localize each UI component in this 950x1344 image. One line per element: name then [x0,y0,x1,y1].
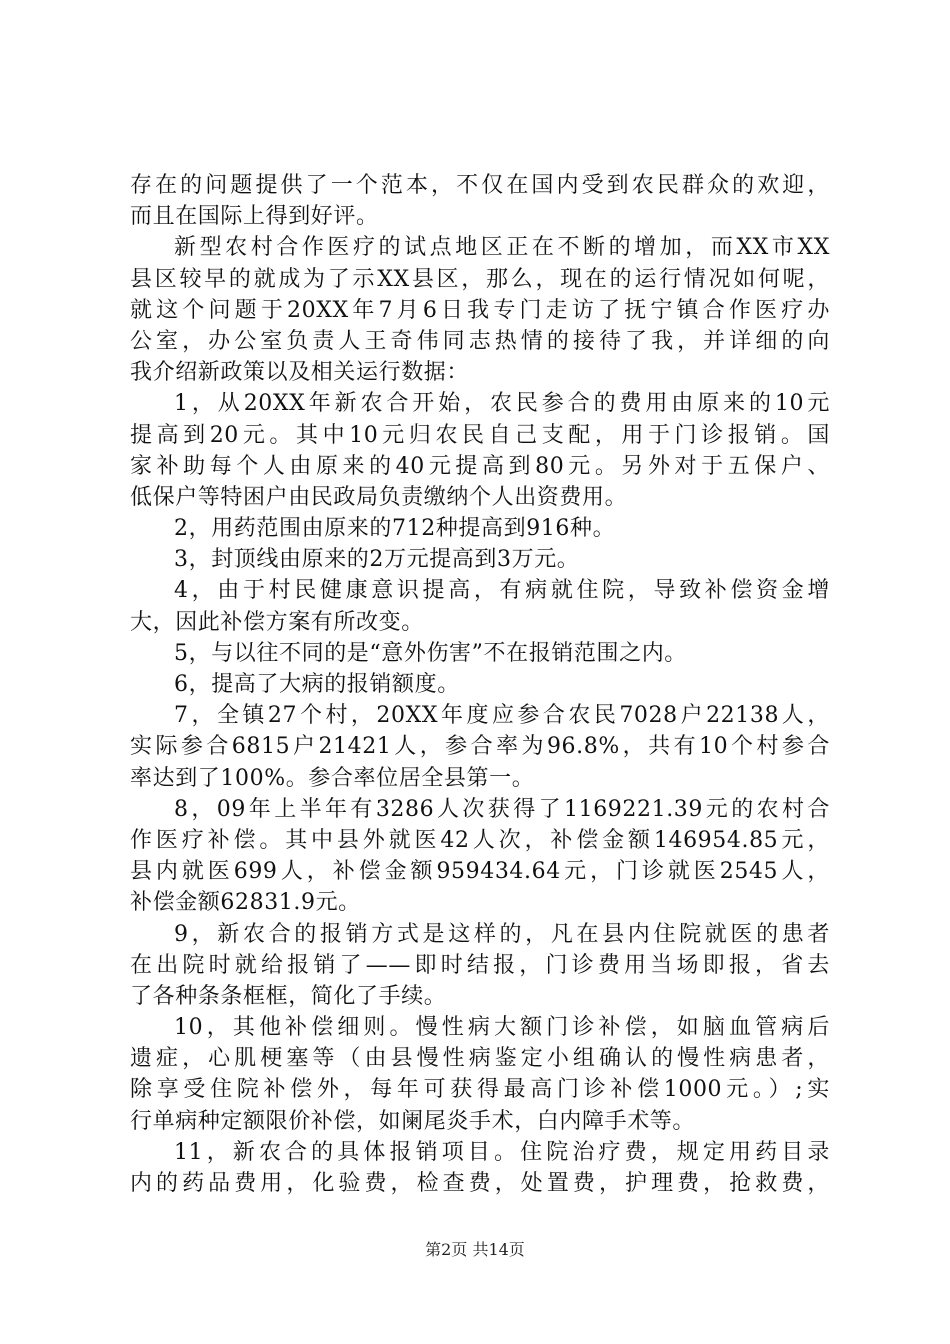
text-line: 内的药品费用，化验费，检查费，处置费，护理费，抢救费， [130,1171,830,1196]
text-line: 家补助每个人由原来的40元提高到80元。另外对于五保户、 [130,453,830,479]
text-line: 大，因此补偿方案有所改变。 [130,609,424,635]
text-line: 行单病种定额限价补偿，如阑尾炎手术，白内障手术等。 [130,1108,696,1134]
text-line: 1，从20XX年新农合开始，农民参合的费用由原来的10元 [174,391,830,417]
text-line: 存在的问题提供了一个范本，不仅在国内受到农民群众的欢迎， [130,173,830,198]
text-line: 实际参合6815户21421人，参合率为96.8%，共有10个村参合 [130,734,830,760]
text-line: 低保户等特困户由民政局负责缴纳个人出资费用。 [130,484,628,510]
text-line: 2，用药范围由原来的712种提高到916种。 [174,516,616,542]
text-line: 5，与以往不同的是“意外伤害”不在报销范围之内。 [174,640,687,666]
text-line: 3，封顶线由原来的2万元提高到3万元。 [174,547,580,573]
text-line: 公室，办公室负责人王奇伟同志热情的接待了我，并详细的向 [130,328,830,354]
text-line: 10，其他补偿细则。慢性病大额门诊补偿，如脑血管病后 [174,1015,830,1041]
text-line: 而且在国际上得到好评。 [130,204,379,230]
text-line: 4，由于村民健康意识提高，有病就住院，导致补偿资金增 [174,578,830,604]
text-line: 了各种条条框框，简化了手续。 [130,983,447,1009]
text-line: 新型农村合作医疗的试点地区正在不断的增加，而XX市XX [174,235,830,261]
text-line: 就这个问题于20XX年7月6日我专门走访了抚宁镇合作医疗办 [130,297,830,323]
text-line: 在出院时就给报销了——即时结报，门诊费用当场即报，省去 [130,952,830,978]
text-line: 8，09年上半年有3286人次获得了1169221.39元的农村合 [174,796,830,822]
text-line: 除享受住院补偿外，每年可获得最高门诊补偿1000元。）;实 [130,1077,830,1103]
text-line: 率达到了100%。参合率位居全县第一。 [130,765,535,791]
text-line: 县内就医699人，补偿金额959434.64元，门诊就医2545人， [130,859,830,885]
text-line: 提高到20元。其中10元归农民自己支配，用于门诊报销。国 [130,422,830,448]
text-line: 作医疗补偿。其中县外就医42人次，补偿金额146954.85元， [130,827,830,853]
text-line: 县区较早的就成为了示XX县区，那么，现在的运行情况如何呢， [130,266,830,292]
text-line: 我介绍新政策以及相关运行数据： [130,360,470,386]
text-line: 11，新农合的具体报销项目。住院治疗费，规定用药目录 [174,1139,830,1165]
text-line: 遗症，心肌梗塞等（由县慢性病鉴定小组确认的慢性病患者， [130,1046,830,1072]
page-footer: 第2页 共14页 [425,1240,525,1259]
text-line: 补偿金额62831.9元。 [130,890,361,916]
document-body [130,170,830,1199]
text-line: 6，提高了大病的报销额度。 [174,672,460,697]
text-line: 7，全镇27个村，20XX年度应参合农民7028户22138人， [174,703,830,729]
text-line: 9，新农合的报销方式是这样的，凡在县内住院就医的患者 [174,921,830,947]
